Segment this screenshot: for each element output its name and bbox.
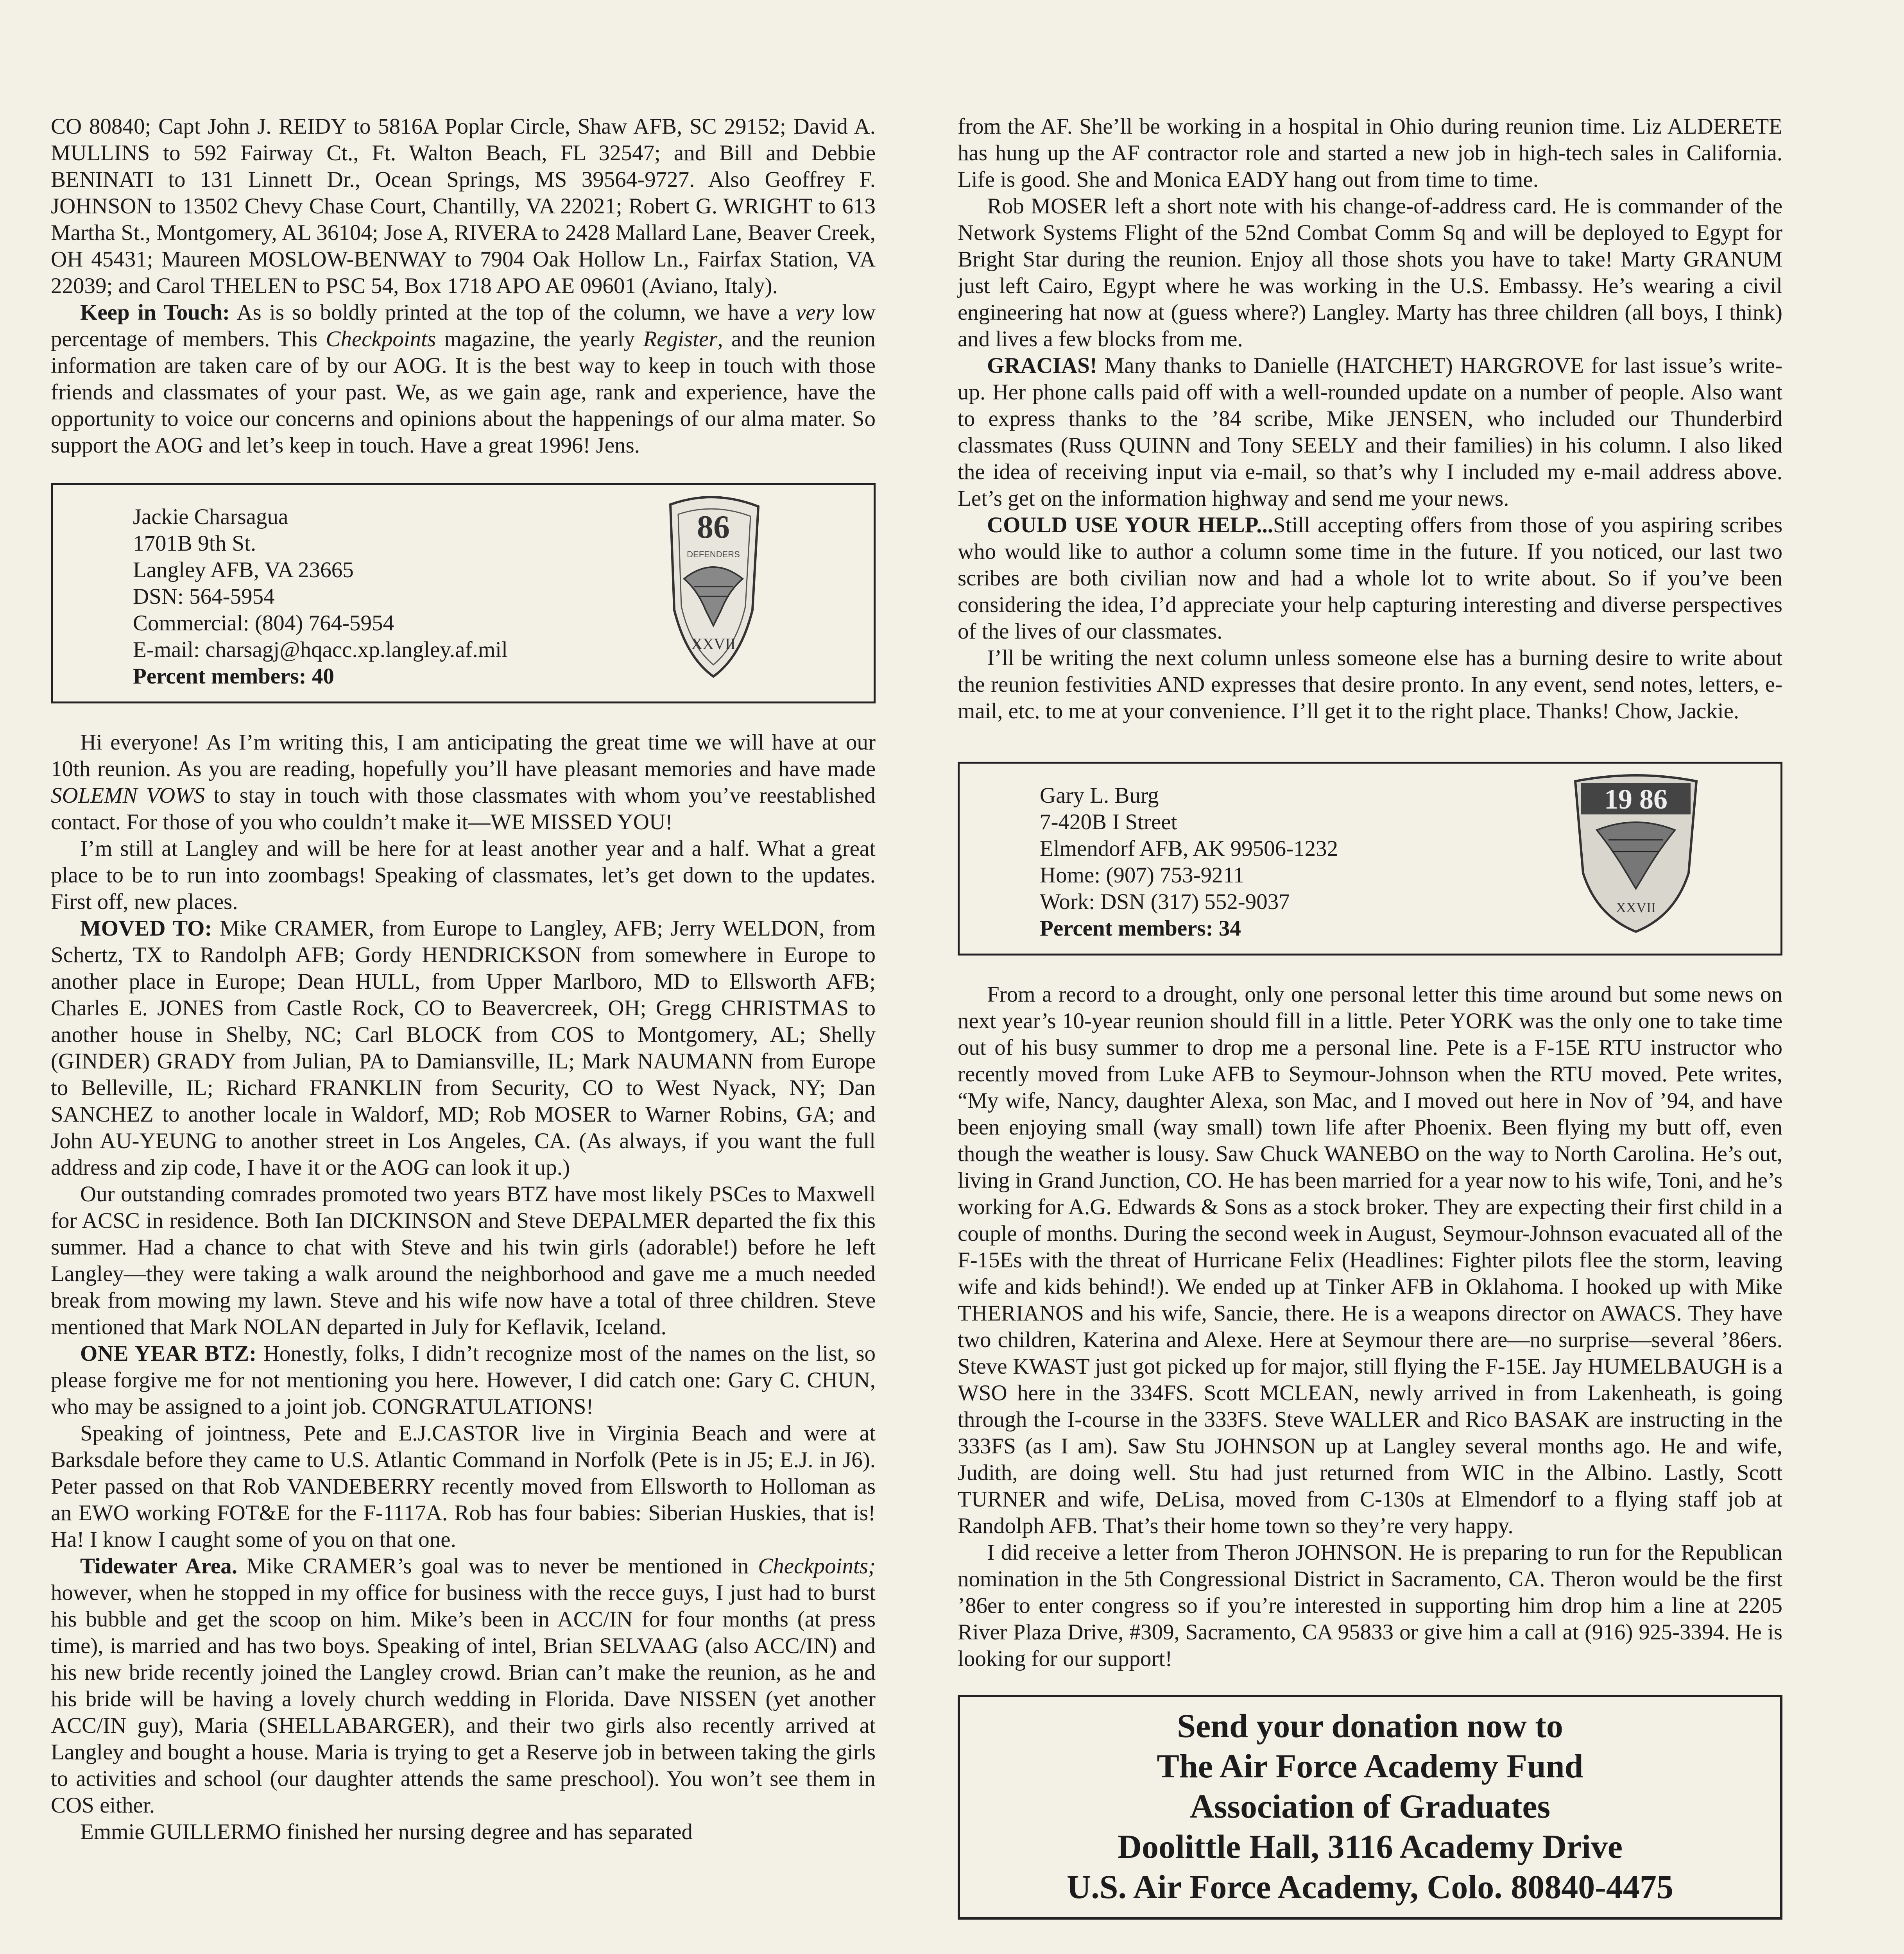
svg-text:86: 86	[697, 509, 730, 545]
help-heading: COULD USE YOUR HELP...	[987, 513, 1274, 537]
svg-text:DEFENDERS: DEFENDERS	[687, 549, 740, 559]
moved-to-heading: MOVED TO:	[80, 916, 212, 941]
donation-line-3: Association of Graduates	[1189, 1788, 1551, 1825]
gracias-paragraph: GRACIAS! Many thanks to Danielle (HATCHET) HARGROVE for last issue’s write-up. Her phone calls paid off with a well-rounded update on a number of people. Also want to express thanks to the ’84 scribe, Mike JENSEN, who included our Thunderbird classmates (Russ QUINN and Tony SEELY and their families) in his column. I also liked the idea of receiving input via e-mail, so that’s why I included my e-mail address above. Let’s get on the information highway and send me your news.	[958, 353, 1782, 511]
one-year-btz-heading: ONE YEAR BTZ:	[80, 1341, 257, 1366]
scribe-city: Elmendorf AFB, AK 99506-1232	[1040, 836, 1338, 861]
scribe-name: Gary L. Burg	[1040, 783, 1159, 808]
svg-text:XXVII: XXVII	[1616, 900, 1656, 915]
moser-paragraph: Rob MOSER left a short note with his change-of-address card. He is commander of the Network Systems Flight of the 52nd Combat Comm Sq and will be deployed to Egypt for Bright Star during the reunion. Enjoy all those shots you have to take! Marty GRANUM just left Cairo, Egypt where he was working in the U.S. Embassy. He’s wearing a civil engineering hat now at (guess where?) Langley. Marty has three children (all boys, I think) and lives a few blocks from me.	[958, 194, 1782, 351]
scribe-commercial: Commercial: (804) 764-5954	[133, 611, 394, 635]
scribe-email: E-mail: charsagj@hqacc.xp.langley.af.mil	[133, 637, 508, 662]
svg-text:19 86: 19 86	[1604, 784, 1668, 815]
scribe-name: Jackie Charsagua	[133, 505, 288, 529]
address-changes-paragraph: CO 80840; Capt John J. REIDY to 5816A Poplar Circle, Shaw AFB, SC 29152; David A. MULLINS to 592 Fairway Ct., Ft. Walton Beach, FL 32547; and Bill and Debbie BENINATI to 131 Linnett Dr., Ocean Springs, MS 39564-9727. Also Geoffrey F. JOHNSON to 13502 Chevy Chase Court, Chantilly, VA 22021; Robert G. WRIGHT to 613 Martha St., Montgomery, AL 36104; Jose A, RIVERA to 2428 Mallard Lane, Beaver Creek, OH 45431; Maureen MOSLOW-BENWAY to 7904 Oak Hollow Ln., Fairfax Station, VA 22039; and Carol THELEN to PSC 54, Box 1718 APO AE 09601 (Aviano, Italy).	[51, 114, 876, 298]
one-year-btz-paragraph: ONE YEAR BTZ: Honestly, folks, I didn’t recognize most of the names on the list, so please forgive me for not mentioning you here. However, I did catch one: Gary C. CHUN, who may be assigned to a joint job. CONGRATULATIONS!	[51, 1341, 876, 1419]
donation-line-1: Send your donation now to	[1177, 1707, 1563, 1745]
class-crest-icon	[663, 493, 764, 680]
theron-johnson-paragraph: I did receive a letter from Theron JOHNSON. He is preparing to run for the Republican nomination in the 5th Congressional District in Sacramento, CA. Theron would be the first ’86er to enter congress so if you’re interested in supporting him drop him a line at 2205 River Plaza Drive, #309, Sacramento, CA 95833 or give him a call at (916) 925-3394. He is looking for our support!	[958, 1540, 1782, 1671]
continued-paragraph: from the AF. She’ll be working in a hospital in Ohio during reunion time. Liz ALDERETE has hung up the AF contractor role and started a new job in high-tech sales in California. Life is good. She and Monica EADY hang out from time to time.	[958, 114, 1782, 192]
moved-to-paragraph: MOVED TO: Mike CRAMER, from Europe to Langley, AFB; Jerry WELDON, from Schertz, TX to Randolph AFB; Gordy HENDRICKSON from somewhere in Europe to another place in Europe; Dean HULL, from Upper Marlboro, MD to Ellsworth AFB; Charles E. JONES from Castle Rock, CO to Beavercreek, OH; Gregg CHRISTMAS to another house in Shelby, NC; Carl BLOCK from COS to Montgomery, AL; Shelly (GINDER) GRADY from Julian, PA to Damiansville, IL; Mark NAUMANN from Europe to Belleville, IL; Richard FRANKLIN from Security, CO to West Nyack, NY; Dan SANCHEZ to another locale in Waldorf, MD; Rob MOSER to Warner Robins, GA; and John AU-YEUNG to another street in Los Angeles, CA. (As always, if you want the full address and zip code, I have it or the AOG can look it up.)	[51, 916, 876, 1180]
scribe-contact-box-charsagua	[51, 483, 876, 703]
hi-everyone-paragraph: Hi everyone! As I’m writing this, I am anticipating the great time we will have at our 10th reunion. As you are reading, hopefully you’ll have pleasant memories and have made SOLEMN VOWS to stay in touch with those classmates with whom you’ve reestablished contact. For those of you who couldn’t make it—WE MISSED YOU!	[51, 730, 876, 834]
donation-line-4: Doolittle Hall, 3116 Academy Drive	[1117, 1828, 1623, 1865]
scribe-contact-box-burg	[958, 762, 1782, 956]
right-column	[958, 113, 1782, 1920]
scribe-percent-members: Percent members: 34	[1040, 916, 1241, 941]
help-paragraph: COULD USE YOUR HELP...Still accepting offers from those of you aspiring scribes who would like to author a column some time in the future. If you noticed, our last two scribes are both civilian now and had a whole lot to write about. So if you’ve been considering the idea, I’d appreciate your help capturing interesting and diverse perspectives of the lives of our classmates.	[958, 513, 1783, 644]
next-column-paragraph: I’ll be writing the next column unless someone else has a burning desire to write about the reunion festivities AND expresses that desire pronto. In any event, send notes, letters, e-mail, etc. to me at your convenience. I’ll get it to the right place. Thanks! Chow, Jackie.	[958, 646, 1782, 723]
tidewater-heading: Tidewater Area.	[80, 1554, 238, 1578]
scribe-street: 7-420B I Street	[1040, 810, 1177, 834]
keep-in-touch-heading: Keep in Touch:	[80, 300, 230, 325]
still-at-langley-paragraph: I’m still at Langley and will be here for at least another year and a half. What a great place to be to run into zoombags! Speaking of classmates, let’s get down to the updates. First off, new places.	[51, 836, 876, 914]
outstanding-comrades-paragraph: Our outstanding comrades promoted two years BTZ have most likely PSCes to Maxwell for ACSC in residence. Both Ian DICKINSON and Steve DEPALMER departed the fix this summer. Had a chance to chat with Steve and his twin girls (adorable!) before he left Langley—they were taking a walk around the neighborhood and gave me a much needed break from mowing my lawn. Steve and his wife now have a total of three children. Steve mentioned that Mark NOLAN departed in July for Keflavik, Iceland.	[51, 1182, 876, 1339]
donation-box	[958, 1695, 1782, 1920]
jointness-paragraph: Speaking of jointness, Pete and E.J.CASTOR live in Virginia Beach and were at Barksdale before they came to U.S. Atlantic Command in Norfolk (Pete is in J5; E.J. in J6). Peter passed on that Rob VANDEBERRY recently moved from Ellsworth to Holloman as an EWO working FOT&E for the F-1117A. Rob has four babies: Siberian Huskies, that is! Ha! I know I caught some of you on that one.	[51, 1421, 876, 1552]
scribe-city: Langley AFB, VA 23665	[133, 558, 354, 582]
scribe-street: 1701B 9th St.	[133, 531, 256, 556]
svg-text:XXVII: XXVII	[691, 635, 736, 653]
donation-line-5: U.S. Air Force Academy, Colo. 80840-4475	[1067, 1868, 1673, 1906]
scribe-home-phone: Home: (907) 753-9211	[1040, 863, 1245, 888]
left-column	[51, 113, 876, 1845]
keep-in-touch-paragraph: Keep in Touch: As is so boldly printed at the top of the column, we have a very low percentage of members. This Checkpoints magazine, the yearly Register, and the reunion information are taken care of by our AOG. It is the best way to keep in touch with those friends and classmates of your past. We, as we gain age, rank and experience, have the opportunity to voice our concerns and opinions about the happenings of our alma mater. So support the AOG and let’s keep in touch. Have a great 1996! Jens.	[51, 300, 876, 458]
scribe-dsn: DSN: 564-5954	[133, 584, 275, 609]
gracias-heading: GRACIAS!	[987, 353, 1097, 378]
record-to-drought-paragraph: From a record to a drought, only one personal letter this time around but some news on next year’s 10-year reunion should fill in a little. Peter YORK was the only one to take time out of his busy summer to drop me a personal line. Pete is a F-15E RTU instructor who recently moved from Luke AFB to Seymour-Johnson when the RTU moved. Pete writes, “My wife, Nancy, daughter Alexa, son Mac, and I moved out here in Nov of ’94, and have been enjoying small (way small) town life after Phoenix. Been flying my butt off, even though the weather is lousy. Saw Chuck WANEBO on the way to North Carolina. He’s out, living in Grand Junction, CO. He has been married for a year now to his wife, Toni, and he’s working for A.G. Edwards & Sons as a stock broker. They are expecting their first child in a couple of months. During the second week in August, Seymour-Johnson evacuated all of the F-15Es with the threat of Hurricane Felix (Headlines: Fighter pilots flee the storm, leaving wife and kids behind!). We ended up at Tinker AFB in Oklahoma. I hooked up with Mike THERIANOS and his wife, Sancie, there. He is a weapons director on AWACS. They have two children, Katerina and Alexe. Here at Seymour there are—no surprise—several ’86ers. Steve KWAST just got picked up for major, still flying the F-15E. Jay HUMELBAUGH is a WSO here in the 334FS. Scott MCLEAN, newly arrived in from Lakenheath, is going through the I-course in the 333FS. Steve WALLER and Rico BASAK are instructing in the 333FS (as I am). Saw Stu JOHNSON up at Langley several months ago. He and wife, Judith, are doing well. Stu had just returned from WIC in the Albino. Lastly, Scott TURNER and wife, DeLisa, moved from C-130s at Elmendorf to a flying staff job at Randolph AFB. That’s their home town so they’re very happy.	[958, 982, 1782, 1538]
donation-line-2: The Air Force Academy Fund	[1157, 1747, 1583, 1785]
tidewater-paragraph: Tidewater Area. Mike CRAMER’s goal was to never be mentioned in Checkpoints; however, when he stopped in my office for business with the recce guys, I just had to burst his bubble and get the scoop on him. Mike’s been in ACC/IN for four months (at press time), is married and has two boys. Speaking of intel, Brian SELVAAG (also ACC/IN) and his new bride recently joined the Langley crowd. Brian can’t make the reunion, as he and his bride will be having a lovely church wedding in Florida. Dave NISSEN (yet another ACC/IN guy), Maria (SHELLABARGER), and their two girls also recently arrived at Langley and bought a house. Maria is trying to get a Reserve job in between taking the girls to activities and school (our daughter attends the same preschool). You won’t see them in COS either.	[51, 1554, 876, 1818]
class-crest-icon	[1569, 771, 1702, 936]
scribe-percent-members: Percent members: 40	[133, 664, 334, 689]
scribe-work-phone: Work: DSN (317) 552-9037	[1040, 889, 1290, 914]
emmie-paragraph: Emmie GUILLERMO finished her nursing degree and has separated	[80, 1820, 693, 1844]
